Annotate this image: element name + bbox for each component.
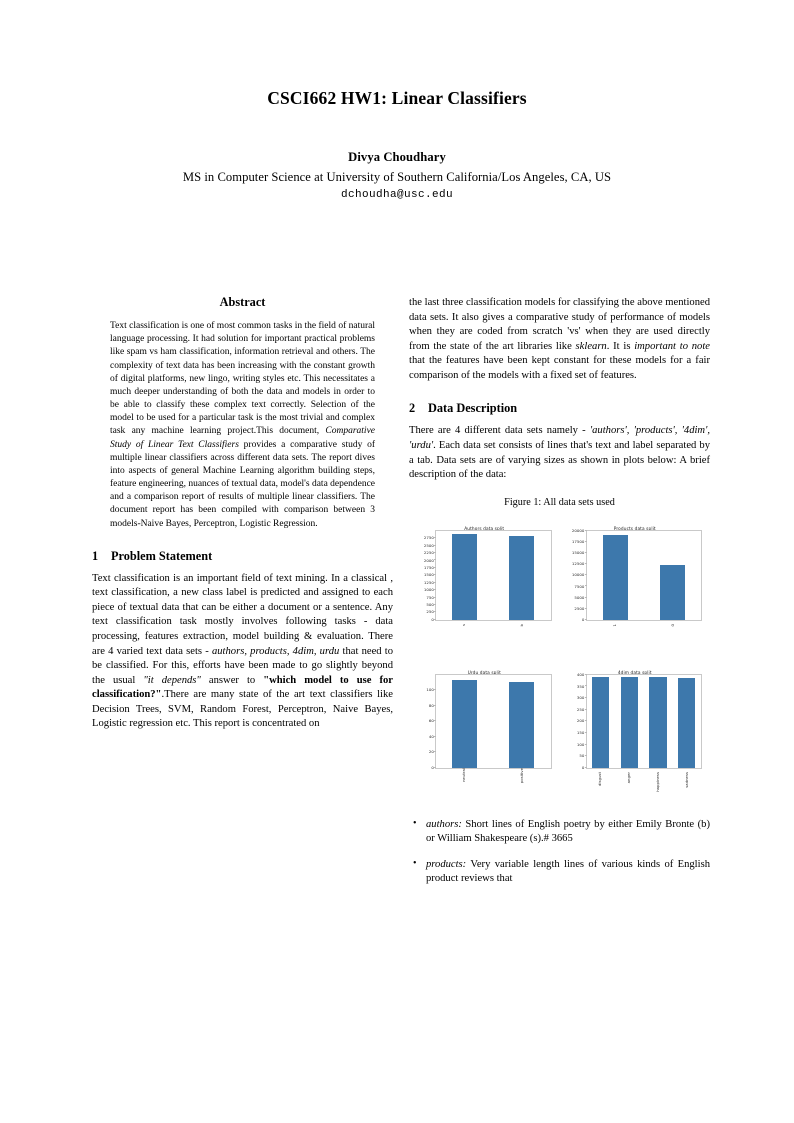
y-tick-mark — [585, 597, 587, 598]
chart-authors-data-split — [409, 517, 560, 661]
y-tick-label: 2250 — [423, 550, 434, 556]
bar — [509, 536, 534, 620]
bars-4dim — [587, 675, 702, 768]
chart-products-data-split — [560, 517, 711, 661]
y-tick-label: 17500 — [571, 538, 585, 544]
y-tick-mark — [585, 674, 587, 675]
x-tick-label: happiness — [655, 771, 661, 792]
s1-text-3: answer to — [200, 674, 264, 686]
y-tick-mark — [434, 611, 436, 612]
section-2-heading — [409, 402, 710, 415]
y-tick-mark — [585, 720, 587, 721]
bullet-label-1: products: — [426, 858, 467, 870]
dataset-bullet-list — [409, 818, 710, 887]
y-tick-mark — [585, 552, 587, 553]
section-2-number: 2 — [409, 401, 416, 416]
list-item — [409, 818, 710, 847]
s1c-text-2: . It is — [606, 340, 635, 352]
y-tick-label: 300 — [576, 695, 585, 701]
y-tick-label: 750 — [426, 594, 434, 600]
x-tick-label: anger — [626, 771, 632, 784]
y-tick-label: 400 — [576, 671, 585, 677]
x-tick-label: disgust — [597, 771, 603, 786]
y-tick-mark — [585, 541, 587, 542]
y-tick-mark — [585, 619, 587, 620]
y-tick-label: 40 — [428, 733, 434, 739]
author-name: Divya Choudhary — [348, 150, 446, 164]
y-tick-label: 10000 — [571, 572, 585, 578]
s1-italic-2: "it depends" — [143, 674, 201, 686]
abstract-body — [92, 320, 393, 531]
s2-italic-1: 'authors', 'products', '4dim', 'urdu' — [409, 425, 710, 451]
bars-authors — [436, 531, 551, 620]
bar — [660, 565, 685, 620]
y-tick-mark — [585, 744, 587, 745]
y-tick-label: 2500 — [574, 605, 585, 611]
x-tick-label: 1 — [611, 623, 617, 627]
x-tick-label: sadness — [684, 771, 690, 788]
abstract-text-2: provides a comparative study of multiple linear classifiers across different data sets. The report dives into aspects of general Machine Learning algorithm building steps, feature engineering, nuances of textual data, model's data dependence and a comparison report of results of multiple linear classifiers. The document report has been compiled with comparison between 3 models-Naive Bayes, Perceptron, Logistic Regression. — [110, 439, 375, 529]
y-tick-mark — [585, 563, 587, 564]
y-tick-label: 250 — [576, 706, 585, 712]
y-tick-mark — [585, 767, 587, 768]
section-2-paragraph — [409, 424, 710, 482]
y-tick-mark — [434, 705, 436, 706]
xticks-4dim — [586, 771, 703, 801]
y-tick-mark — [434, 545, 436, 546]
y-tick-label: 200 — [576, 718, 585, 724]
section-1-number: 1 — [92, 548, 99, 563]
abstract-text-1: Text classification is one of most common tasks in the field of natural language processing. It had solution for important practical problems like spam vs ham classification, information retrieval and others. The complexity of text data has been increasing with the constant growth of digital platforms, new lingo, writing styles etc. This necessitates a much deeper understanding of both the data and models in order to be able to classify these complex text correctly. Selection of the model to be used for a particular task is the most trivial and complex task any machine learning project.This document, — [110, 321, 375, 437]
x-tick-label: s — [461, 623, 467, 626]
plot-area-products — [571, 527, 703, 622]
y-tick-mark — [585, 732, 587, 733]
abstract-italic-1: Comparative Study of Linear Text Classifiers — [110, 426, 375, 450]
s1-text-4: .There are many state of the art text classifiers like Decision Trees, SVM, Random Forest, Perceptron, Naive Bayes, Logistic regression etc. This report is concentrated on — [92, 689, 393, 730]
y-tick-mark — [434, 597, 436, 598]
y-tick-mark — [434, 574, 436, 575]
y-tick-label: 1250 — [423, 579, 434, 585]
y-tick-label: 350 — [576, 683, 585, 689]
y-tick-mark — [585, 574, 587, 575]
x-tick-label: 0 — [669, 623, 675, 627]
y-tick-label: 100 — [576, 741, 585, 747]
y-tick-mark — [585, 530, 587, 531]
chart-urdu-data-split — [409, 661, 560, 805]
x-tick-label: b — [519, 623, 525, 627]
figure-1 — [409, 517, 710, 805]
y-tick-label: 100 — [426, 687, 434, 693]
y-tick-mark — [434, 751, 436, 752]
left-column — [92, 296, 393, 732]
section-2-title: Data Description — [428, 401, 518, 416]
y-tick-label: 250 — [426, 609, 434, 615]
bar — [452, 680, 477, 768]
s2-text-1: There are 4 different data sets namely - — [409, 425, 590, 437]
bars-urdu — [436, 675, 551, 768]
y-tick-mark — [585, 709, 587, 710]
bar — [452, 534, 477, 620]
chart-4dim-data-split — [560, 661, 711, 805]
author-email: dchoudha@usc.edu — [340, 189, 454, 201]
section-1-continued — [409, 296, 710, 383]
y-tick-mark — [434, 552, 436, 553]
y-tick-label: 150 — [576, 729, 585, 735]
y-tick-label: 0 — [431, 616, 434, 622]
y-tick-mark — [434, 736, 436, 737]
y-tick-label: 7500 — [574, 583, 585, 589]
plot-area-urdu — [426, 674, 552, 770]
s1c-italic-2: important to note — [634, 340, 710, 352]
figure-caption: Figure 1: All data sets used — [504, 496, 615, 508]
s1-bold-1: "which model to use for classification?" — [92, 674, 394, 701]
author-affiliation: MS in Computer Science at University of Southern California/Los Angeles, CA, US — [182, 170, 612, 184]
y-tick-mark — [434, 537, 436, 538]
s1-text-2: that need to be classified. For this, efforts have been made to go slightly beyond the usual — [92, 645, 393, 686]
bar — [649, 677, 666, 768]
title-block — [0, 88, 794, 109]
bar — [509, 682, 534, 768]
abstract-heading: Abstract — [219, 295, 266, 309]
y-tick-mark — [434, 567, 436, 568]
chart-grid — [409, 517, 710, 805]
list-item — [409, 858, 710, 887]
x-tick-label: positive — [519, 767, 525, 784]
xticks-products — [586, 623, 703, 657]
bullet-label-0: authors: — [426, 818, 462, 830]
y-tick-mark — [434, 559, 436, 560]
y-tick-label: 80 — [428, 702, 434, 708]
bar — [678, 678, 695, 768]
y-tick-label: 20 — [428, 749, 434, 755]
xticks-authors — [435, 623, 552, 657]
y-tick-label: 60 — [428, 718, 434, 724]
y-tick-label: 500 — [426, 602, 434, 607]
y-tick-mark — [585, 608, 587, 609]
y-tick-label: 2750 — [423, 535, 434, 541]
y-tick-label: 0 — [581, 616, 585, 622]
y-tick-label: 1500 — [423, 572, 434, 578]
y-tick-label: 1750 — [423, 564, 434, 570]
plot-area-4dim — [576, 671, 703, 770]
y-tick-mark — [434, 589, 436, 590]
y-tick-mark — [434, 604, 436, 605]
y-tick-mark — [585, 755, 587, 756]
y-tick-mark — [434, 720, 436, 721]
y-tick-label: 0 — [431, 764, 434, 770]
y-tick-label: 1000 — [423, 587, 434, 593]
y-tick-label: 5000 — [574, 594, 585, 600]
y-tick-label: 0 — [581, 764, 585, 770]
y-tick-mark — [434, 619, 436, 620]
y-tick-mark — [585, 697, 587, 698]
y-tick-label: 20000 — [571, 527, 585, 533]
x-tick-label: neutral — [461, 767, 467, 782]
right-column — [409, 296, 710, 898]
author-block — [0, 150, 794, 201]
y-tick-label: 12500 — [571, 561, 585, 567]
y-tick-mark — [434, 582, 436, 583]
s1c-text-3: that the features have been kept constant for these models for a fair comparison of the models with a fixed set of features. — [409, 355, 710, 381]
y-tick-mark — [585, 685, 587, 686]
y-tick-mark — [434, 689, 436, 690]
y-tick-label: 2000 — [423, 557, 434, 563]
s1-italic-1: authors, products, 4dim, urdu — [211, 645, 340, 657]
y-tick-label: 50 — [579, 753, 585, 759]
section-1-title: Problem Statement — [111, 548, 213, 563]
y-tick-label: 15000 — [571, 550, 585, 556]
section-1-heading — [92, 550, 393, 563]
bar — [592, 677, 609, 768]
section-1-paragraph — [92, 572, 393, 732]
s1c-italic-1: sklearn — [575, 340, 607, 352]
s1c-text-1: the last three classification models for classifying the above mentioned data sets. It also gives a comparative study of performance of models when they are coded from scratch 'vs' when they are used directly from the state of the art libraries like — [409, 297, 710, 352]
plot-area-authors — [423, 530, 552, 622]
bullet-text-0: Short lines of English poetry by either Emily Bronte (b) or William Shakespeare (s).# 3665 — [426, 818, 710, 845]
bar — [603, 535, 628, 619]
bar — [621, 677, 638, 768]
y-tick-label: 2500 — [423, 542, 434, 548]
s2-text-2: . Each data set consists of lines that's text and label separated by a tab. Data sets are of varying sizes as shown in plots below: A brief description of the data: — [409, 439, 710, 481]
page-title: CSCI662 HW1: Linear Classifiers — [267, 88, 527, 108]
bars-products — [587, 531, 702, 620]
s1-text-1: Text classification is an important field of text mining. In a classical , text classification, a new class label is predicted and assigned to each piece of textual data that can be either a document or a sentence. Any text classification task mostly involves following tasks - data processing, features extraction, model building & evaluation. There are 4 varied text data sets - — [92, 572, 393, 657]
xticks-urdu — [435, 767, 552, 801]
bullet-text-1: Very variable length lines of various kinds of English product reviews that — [426, 858, 710, 885]
y-tick-mark — [585, 585, 587, 586]
